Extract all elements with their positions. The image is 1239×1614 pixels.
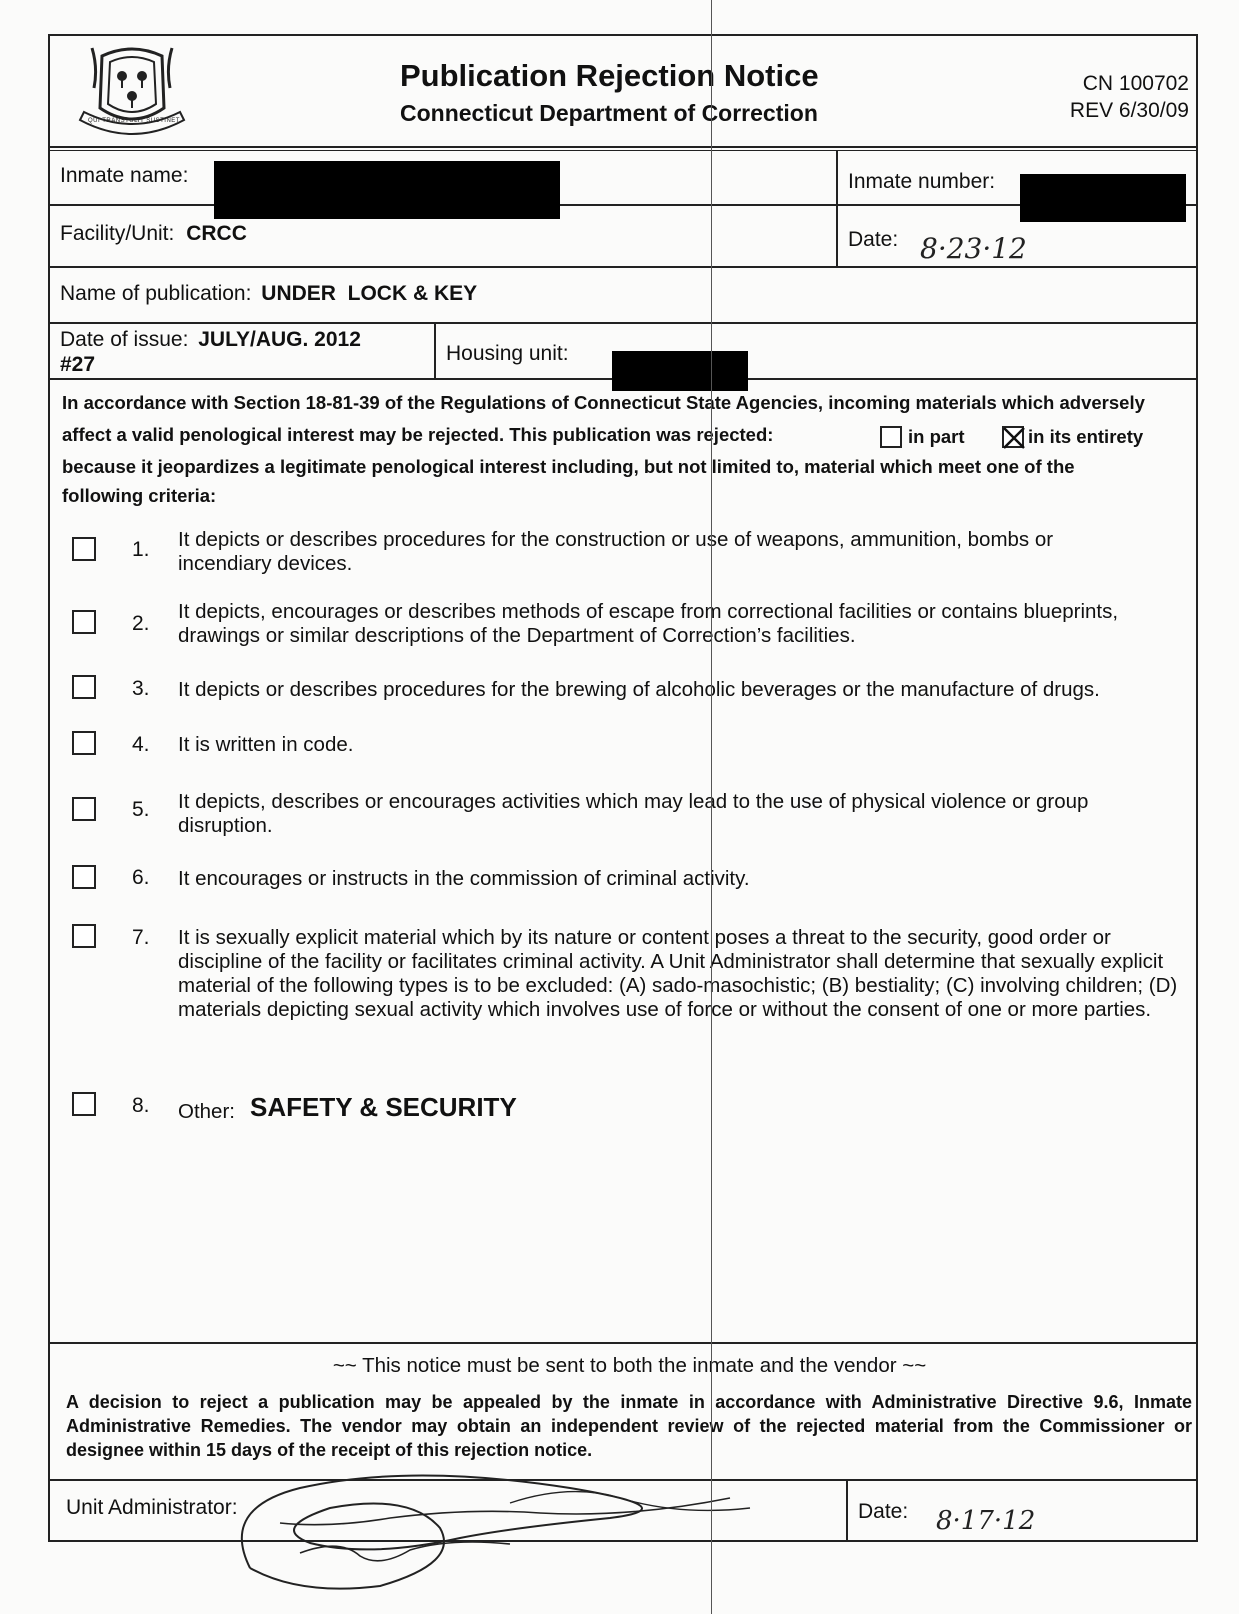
form-number: CN 100702 — [1082, 72, 1189, 95]
criteria-5-text: It depicts, describes or encourages activities which may lead to the use of physical violence or group disruption. — [178, 790, 1089, 837]
facility-label: Facility/Unit: — [60, 222, 175, 245]
signature — [210, 1468, 770, 1598]
vendor-notice: ~~ This notice must be sent to both the inmate and the vendor ~~ — [332, 1354, 927, 1377]
x-mark-icon — [1000, 424, 1028, 452]
criteria-7-number: 7. — [132, 926, 150, 949]
criteria-6-text: It encourages or instructs in the commission of criminal activity. — [178, 867, 750, 890]
criteria-3-number: 3. — [132, 677, 150, 700]
unit-admin-label: Unit Administrator: — [66, 1496, 238, 1519]
issue-label: Date of issue: — [60, 328, 189, 351]
inmate-name-redaction — [214, 161, 560, 219]
intro-line-3: because it jeopardizes a legitimate penological interest including, but not limited to, material which meet one of the — [62, 456, 1075, 477]
criteria-7-text: It is sexually explicit material which by its nature or content poses a threat to the security, good order or discipline of the facility or facilitates criminal activity. A Unit Administrator shall determine that sexually explicit material of the following types is to be excluded: (A) sado-masochistic; (B) bestiality; (C) involving children; (D) materials depicting sexual activity which involves use of force or without the consent of one or more parties. — [178, 926, 1178, 1021]
housing-redaction — [612, 351, 748, 391]
criteria-2-text: It depicts, encourages or describes methods of escape from correctional facilities or contains blueprints, drawings or similar descriptions of the Department of Correction’s facilities. — [178, 600, 1119, 647]
criteria-3-checkbox[interactable] — [72, 675, 96, 699]
intro-line-2: affect a valid penological interest may be rejected. This publication was rejected: — [62, 424, 774, 445]
publication-field — [60, 282, 477, 306]
inmate-name-label: Inmate name: — [60, 164, 189, 187]
form-code — [989, 70, 1189, 124]
facility-value: CRCC — [186, 222, 247, 245]
form-subtitle: Connecticut Department of Correction — [400, 100, 818, 126]
criteria-1-checkbox[interactable] — [72, 537, 96, 561]
criteria-5-checkbox[interactable] — [72, 797, 96, 821]
footer-date-label: Date: — [858, 1500, 909, 1523]
criteria-4-number: 4. — [132, 733, 150, 756]
in-part-label: in part — [908, 426, 965, 447]
criteria-5-number: 5. — [132, 798, 150, 821]
criteria-8-number: 8. — [132, 1094, 150, 1117]
criteria-2-number: 2. — [132, 612, 150, 635]
publication-label: Name of publication: — [60, 282, 252, 305]
fold-crease — [711, 0, 712, 1614]
footer-date-value: 8·17·12 — [936, 1506, 1036, 1536]
date-label: Date: — [848, 228, 899, 251]
inmate-number-label: Inmate number: — [848, 170, 996, 193]
criteria-6-number: 6. — [132, 866, 150, 889]
criteria-6-checkbox[interactable] — [72, 865, 96, 889]
form-revision: REV 6/30/09 — [1069, 99, 1189, 122]
criteria-4-checkbox[interactable] — [72, 731, 96, 755]
criteria-3-text: It depicts or describes procedures for the brewing of alcoholic beverages or the manufacture of drugs. — [178, 678, 1100, 701]
criteria-8-text: Other: — [178, 1100, 235, 1123]
intro-line-4: following criteria: — [62, 485, 217, 506]
criteria-7-checkbox[interactable] — [72, 924, 96, 948]
appeal-text: A decision to reject a publication may be appealed by the inmate in accordance with Administrative Directive 9.6, Inmate Administrative Remedies. The vendor may obtain an independent review of the rejected material from the Commissioner or designee within 15 days of the receipt of this rejection notice. — [66, 1392, 1192, 1460]
seal-motto: QUI TRANSTULIT SUSTINET — [88, 118, 180, 124]
criteria-8-checkbox[interactable] — [72, 1092, 96, 1116]
other-value: SAFETY & SECURITY — [250, 1092, 517, 1122]
issue-field — [60, 327, 361, 377]
issue-number: #27 — [60, 353, 96, 376]
issue-value: JULY/AUG. 2012 — [198, 328, 361, 351]
criteria-1-number: 1. — [132, 538, 150, 561]
housing-label: Housing unit: — [446, 342, 569, 365]
intro-line-1: In accordance with Section 18-81-39 of the Regulations of Connecticut State Agencies, incoming materials which adversely — [62, 392, 1145, 413]
state-seal — [72, 38, 192, 143]
inmate-number-redaction — [1020, 174, 1186, 222]
date-value: 8·23·12 — [920, 232, 1027, 265]
facility-field — [60, 222, 247, 246]
criteria-4-text: It is written in code. — [178, 733, 354, 756]
criteria-1-text: It depicts or describes procedures for the construction or use of weapons, ammunition, bombs or incendiary devices. — [178, 528, 1054, 575]
publication-value: UNDER LOCK & KEY — [261, 282, 478, 305]
criteria-2-checkbox[interactable] — [72, 610, 96, 634]
in-part-checkbox[interactable] — [880, 426, 902, 448]
in-entirety-label: in its entirety — [1028, 426, 1144, 447]
form-title: Publication Rejection Notice — [400, 58, 819, 93]
